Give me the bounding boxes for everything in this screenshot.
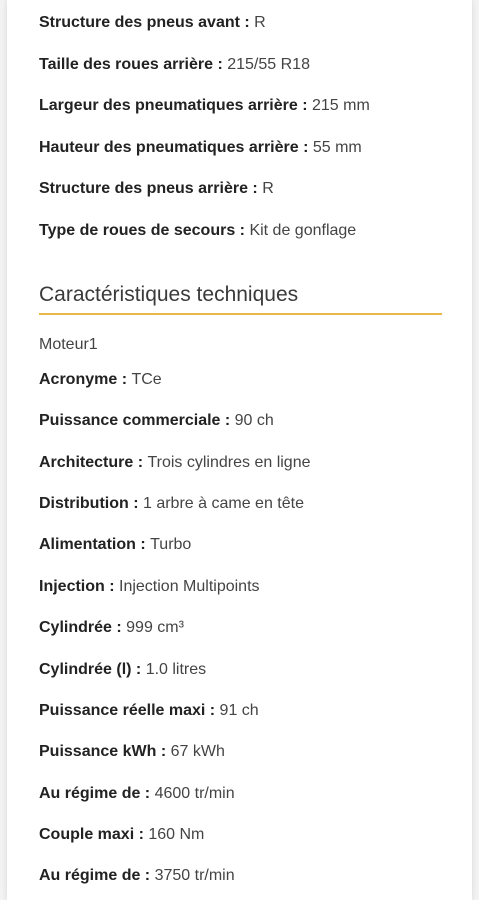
spec-label: Puissance réelle maxi :: [39, 702, 220, 719]
spec-row-spare-wheel-type: [39, 221, 356, 241]
spec-label: Acronyme :: [39, 371, 132, 388]
section-title: Caractéristiques techniques: [39, 283, 299, 306]
spec-label: Type de roues de secours :: [39, 222, 250, 239]
spec-value: 1 arbre à came en tête: [142, 495, 304, 512]
spec-label: Couple maxi :: [39, 826, 149, 843]
spec-row-rear-tire-height: [39, 138, 362, 158]
spec-label: Taille des roues arrière :: [39, 56, 228, 73]
spec-label: Structure des pneus avant :: [39, 14, 255, 31]
engine-subheading: Moteur1: [39, 336, 98, 353]
spec-value: 215/55 R18: [227, 56, 310, 73]
spec-value: R: [262, 180, 274, 197]
spec-label: Au régime de :: [39, 785, 155, 802]
spec-label: Alimentation :: [39, 536, 151, 553]
spec-value: 3750 tr/min: [154, 867, 235, 884]
spec-label: Architecture :: [39, 454, 148, 471]
spec-row-displacement-cm3: [39, 618, 184, 638]
spec-row-max-torque: [39, 825, 204, 845]
spec-row-rear-wheel-size: [39, 55, 310, 75]
spec-value: 91 ch: [219, 702, 259, 719]
spec-value: 999 cm³: [126, 619, 184, 636]
spec-value: 90 ch: [234, 412, 274, 429]
section-divider: [39, 313, 442, 315]
spec-label: Injection :: [39, 578, 119, 595]
spec-row-fuel-supply: [39, 535, 191, 555]
spec-label: Puissance kWh :: [39, 743, 171, 760]
spec-row-rear-tire-width: [39, 96, 370, 116]
spec-row-architecture: [39, 453, 311, 473]
spec-row-front-tire-structure: [39, 13, 266, 33]
spec-value: 160 Nm: [148, 826, 205, 843]
spec-value: Turbo: [150, 536, 192, 553]
spec-row-displacement-litres: [39, 660, 206, 680]
spec-row-power-rpm: [39, 784, 235, 804]
spec-label: Cylindrée (l) :: [39, 661, 146, 678]
specs-card: [7, 0, 472, 900]
spec-label: Hauteur des pneumatiques arrière :: [39, 139, 313, 156]
spec-value: R: [254, 14, 266, 31]
spec-label: Puissance commerciale :: [39, 412, 235, 429]
spec-row-rear-tire-structure: [39, 179, 274, 199]
spec-row-commercial-power: [39, 411, 274, 431]
spec-row-distribution: [39, 494, 304, 514]
spec-label: Cylindrée :: [39, 619, 127, 636]
spec-value: Trois cylindres en ligne: [147, 454, 311, 471]
spec-value: 215 mm: [311, 97, 370, 114]
spec-row-max-real-power: [39, 701, 259, 721]
spec-row-injection: [39, 577, 260, 597]
spec-value: 55 mm: [312, 139, 362, 156]
spec-row-acronym: [39, 370, 162, 390]
spec-value: 1.0 litres: [145, 661, 207, 678]
spec-row-power-kwh: [39, 742, 225, 762]
spec-value: 67 kWh: [170, 743, 225, 760]
spec-row-torque-rpm: [39, 866, 235, 886]
spec-value: Kit de gonflage: [249, 222, 357, 239]
spec-label: Largeur des pneumatiques arrière :: [39, 97, 312, 114]
spec-value: 4600 tr/min: [154, 785, 235, 802]
spec-label: Distribution :: [39, 495, 143, 512]
spec-value: TCe: [131, 371, 162, 388]
spec-label: Au régime de :: [39, 867, 155, 884]
spec-label: Structure des pneus arrière :: [39, 180, 263, 197]
spec-value: Injection Multipoints: [119, 578, 260, 595]
